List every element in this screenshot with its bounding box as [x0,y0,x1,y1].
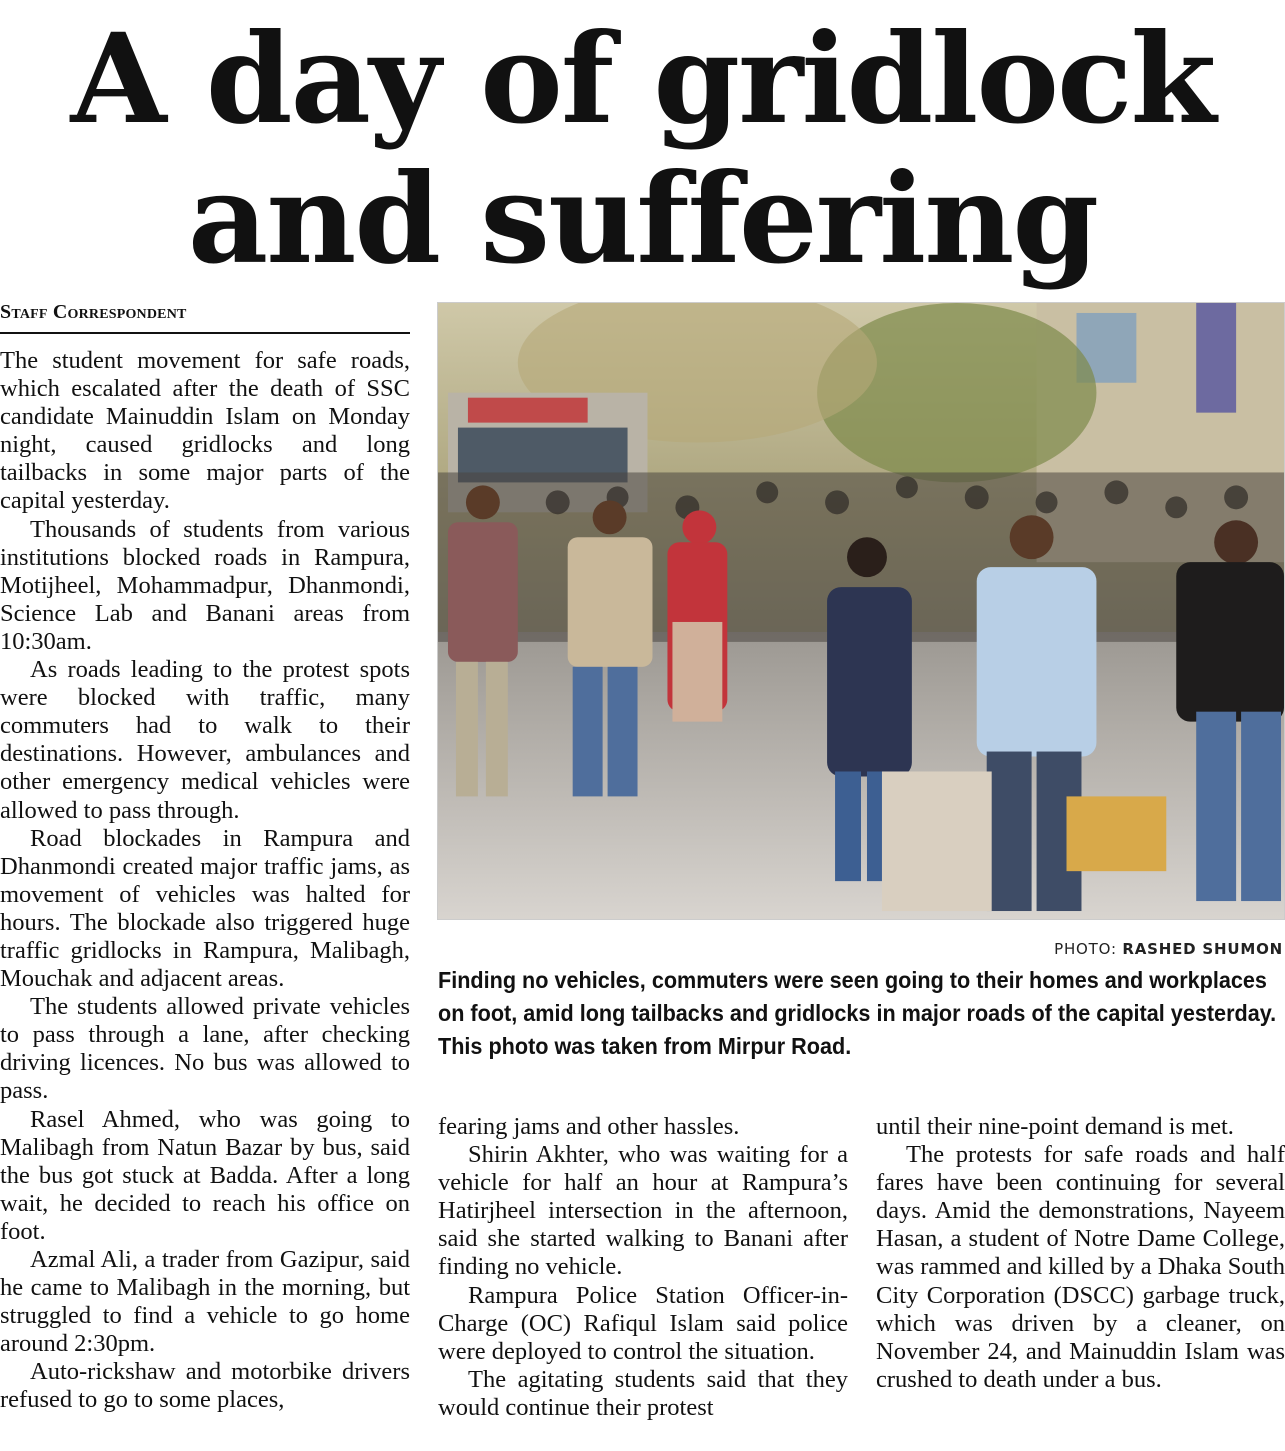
photo-credit-prefix: PHOTO: [1054,940,1117,958]
paragraph: until their nine-point demand is met. [876,1113,1234,1140]
article-column-1 [0,347,410,1415]
news-photo [437,302,1285,920]
paragraph: Thousands of students from various institutions blocked roads in Rampura, Motijheel, Mohammadpur, Dhanmondi, Science Lab and Banani areas from 10:30am. [0,515,410,655]
headline [0,7,1285,292]
headline-line-1: A day of gridlock [70,7,1215,152]
article-column-2 [438,1113,848,1422]
photo-credit [1054,940,1283,958]
paragraph: The students allowed private vehicles to pass through a lane, after checking driving licences. No bus was allowed to pass. [0,993,410,1105]
paragraph: As roads leading to the protest spots were blocked with traffic, many commuters had to walk to their destinations. However, ambulances and other emergency medical vehicles were allowed to pass through. [0,656,410,824]
paragraph: Road blockades in Rampura and Dhanmondi created major traffic jams, as movement of vehicles was halted for hours. The blockade also triggered huge traffic gridlocks in Rampura, Malibagh, Mouchak and adjacent areas. [0,824,410,993]
paragraph: Shirin Akhter, who was waiting for a vehicle for half an hour at Rampura’s Hatirjheel intersection in the afternoon, said she started walking to Banani after finding no vehicle. [438,1141,848,1281]
article-column-3 [876,1113,1285,1394]
paragraph: The protests for safe roads and half fares have been continuing for several days. Amid the demonstrations, Nayeem Hasan, a student of Notre Dame College, was rammed and killed by a Dhaka South City Corporation (DSCC) garbage truck, which was driven by a cleaner, on November 24, and Mainuddin Islam was crushed to death under a bus. [876,1141,1285,1393]
byline: Staff Correspondent [0,300,410,334]
photo-caption: Finding no vehicles, commuters were seen going to their homes and workplaces on foot, amid long tailbacks and gridlocks in major roads of the capital yesterday. This photo was taken from Mirpur Road. [438,967,1277,1059]
paragraph: Auto-rickshaw and motorbike drivers refused to go to some places, [0,1358,410,1414]
paragraph: fearing jams and other hassles. [438,1113,740,1140]
paragraph: Azmal Ali, a trader from Gazipur, said he came to Malibagh in the morning, but struggled to find a vehicle to go home around 2:30pm. [0,1246,410,1358]
street-crowd-photo [438,303,1284,919]
paragraph: The agitating students said that they would continue their protest [438,1365,848,1421]
paragraph: The student movement for safe roads, which escalated after the death of SSC candidate Mainuddin Islam on Monday night, caused gridlocks and long tailbacks in some major parts of the capital yesterday. [0,347,410,515]
paragraph: Rasel Ahmed, who was going to Malibagh from Natun Bazar by bus, said the bus got stuck at Badda. After a long wait, he decided to reach his office on foot. [0,1105,410,1245]
headline-line-2: and suffering [187,147,1098,292]
paragraph: Rampura Police Station Officer-in-Charge (OC) Rafiqul Islam said police were deployed to control the situation. [438,1281,848,1365]
photo-credit-name: RASHED SHUMON [1122,940,1283,958]
